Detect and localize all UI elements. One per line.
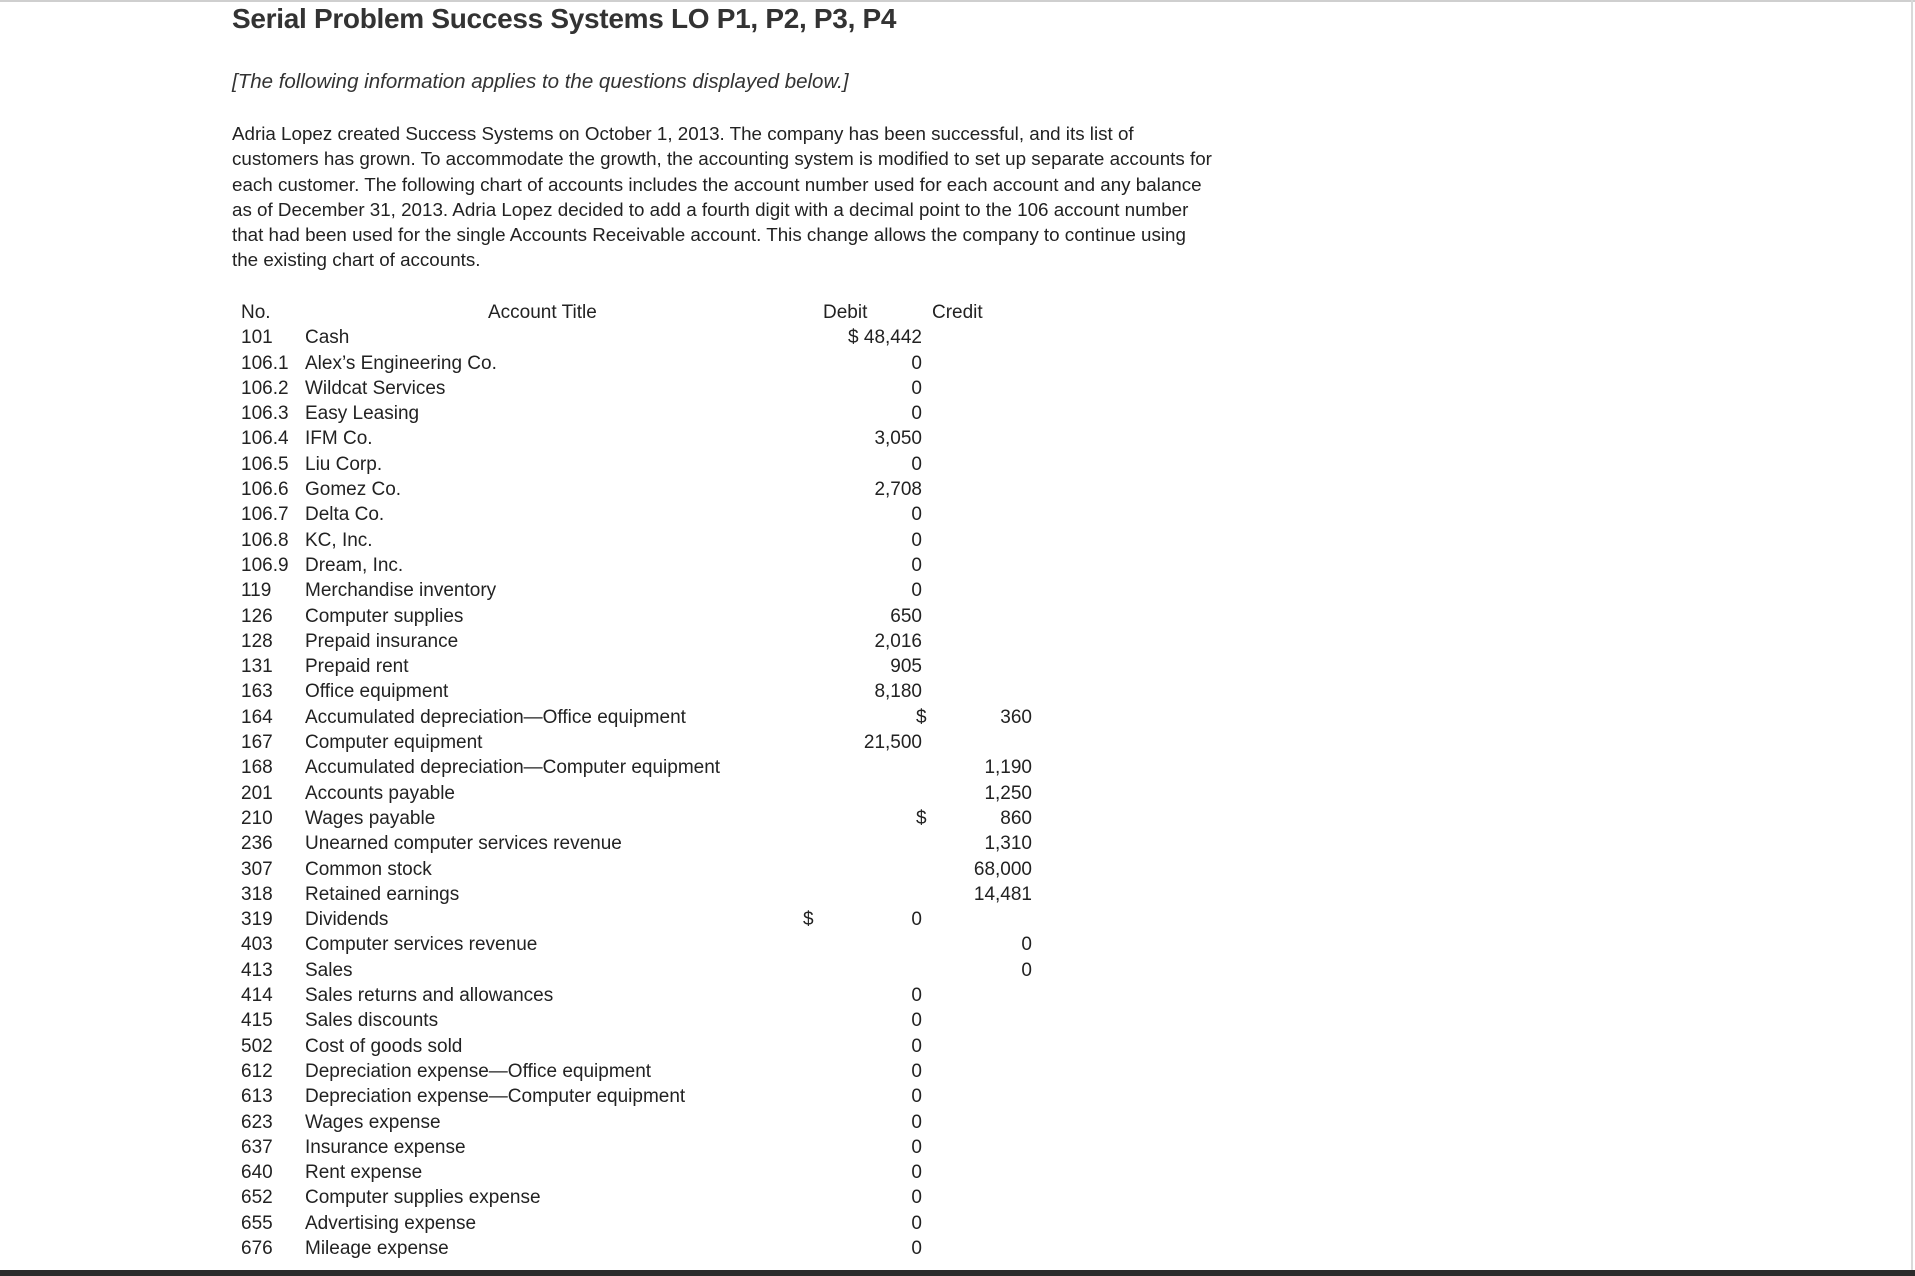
table-row — [232, 857, 1032, 882]
account-number: 106.6 — [241, 479, 289, 501]
table-row — [232, 730, 1032, 755]
debit-amount: 0 — [911, 1237, 922, 1259]
account-title: Advertising expense — [305, 1212, 477, 1234]
table-row — [232, 401, 1032, 426]
bottom-divider — [0, 1270, 1915, 1276]
account-number: 164 — [241, 706, 273, 728]
account-number: 319 — [241, 909, 273, 931]
debit-amount: 0 — [911, 1162, 922, 1184]
credit-amount: 860 — [1000, 807, 1032, 829]
account-title: Sales — [305, 959, 353, 981]
account-number: 415 — [241, 1010, 273, 1032]
account-title: KC, Inc. — [305, 529, 373, 551]
account-title: Wildcat Services — [305, 377, 446, 399]
credit-dollar-sign: $ — [916, 706, 927, 728]
account-number: 163 — [241, 681, 273, 703]
account-title: Prepaid insurance — [305, 630, 459, 652]
table-row — [232, 705, 1032, 730]
account-title: Sales discounts — [305, 1010, 439, 1032]
account-number: 131 — [241, 656, 273, 678]
account-title: Computer services revenue — [305, 934, 538, 956]
account-title: Depreciation expense—Computer equipment — [305, 1086, 686, 1108]
account-title: Alex’s Engineering Co. — [305, 352, 497, 374]
table-row — [232, 604, 1032, 629]
debit-amount: 0 — [911, 554, 922, 576]
account-title: Retained earnings — [305, 883, 460, 905]
account-title: Cost of goods sold — [305, 1035, 463, 1057]
table-row — [232, 1059, 1032, 1084]
table-row — [232, 629, 1032, 654]
table-row — [232, 654, 1032, 679]
account-title: Delta Co. — [305, 504, 385, 526]
debit-amount: 0 — [911, 1035, 922, 1057]
table-body — [232, 325, 1032, 1261]
account-number: 119 — [241, 580, 272, 602]
account-number: 106.7 — [241, 504, 289, 526]
account-number: 201 — [241, 782, 273, 804]
table-row — [232, 477, 1032, 502]
account-number: 106.3 — [241, 403, 289, 425]
account-title: Unearned computer services revenue — [305, 833, 622, 855]
account-title: IFM Co. — [305, 428, 373, 450]
account-number: 623 — [241, 1111, 273, 1133]
table-row — [232, 1110, 1032, 1135]
debit-amount: 3,050 — [874, 428, 922, 450]
account-title: Merchandise inventory — [305, 580, 497, 602]
debit-amount: 0 — [911, 985, 922, 1007]
debit-amount: 2,016 — [874, 630, 922, 652]
table-row — [232, 351, 1032, 376]
intro-note: [The following information applies to the questions displayed below.] — [232, 70, 849, 93]
problem-content — [232, 0, 1232, 273]
credit-dollar-sign: $ — [916, 807, 927, 829]
table-row — [232, 806, 1032, 831]
debit-amount: 650 — [890, 605, 922, 627]
debit-amount: 0 — [911, 1086, 922, 1108]
account-title: Computer equipment — [305, 732, 483, 754]
table-row — [232, 882, 1032, 907]
account-title: Easy Leasing — [305, 403, 420, 425]
right-divider — [1911, 0, 1913, 1276]
table-row — [232, 1008, 1032, 1033]
account-number: 101 — [241, 327, 273, 349]
account-title: Mileage expense — [305, 1237, 449, 1259]
account-number: 414 — [241, 985, 273, 1007]
table-row — [232, 502, 1032, 527]
debit-amount: 0 — [911, 529, 922, 551]
account-number: 318 — [241, 883, 273, 905]
table-row — [232, 376, 1032, 401]
account-title: Accumulated depreciation—Computer equipment — [305, 757, 721, 779]
header-credit: Credit — [932, 302, 983, 323]
account-title: Rent expense — [305, 1162, 423, 1184]
table-row — [232, 578, 1032, 603]
chart-of-accounts-table — [232, 300, 1032, 1261]
account-title: Dividends — [305, 909, 389, 931]
table-row — [232, 553, 1032, 578]
table-row — [232, 452, 1032, 477]
table-row — [232, 781, 1032, 806]
account-number: 236 — [241, 833, 273, 855]
debit-amount: 0 — [911, 1111, 922, 1133]
account-title: Office equipment — [305, 681, 449, 703]
account-title: Depreciation expense—Office equipment — [305, 1060, 652, 1082]
account-title: Wages expense — [305, 1111, 441, 1133]
account-title: Computer supplies expense — [305, 1187, 541, 1209]
debit-amount: 8,180 — [874, 681, 922, 703]
account-title: Common stock — [305, 858, 432, 880]
debit-amount: 0 — [911, 504, 922, 526]
account-title: Liu Corp. — [305, 453, 383, 475]
account-number: 502 — [241, 1035, 273, 1057]
header-account-title: Account Title — [488, 302, 597, 323]
account-number: 676 — [241, 1237, 273, 1259]
account-number: 613 — [241, 1086, 273, 1108]
page-title: Serial Problem Success Systems LO P1, P2, P3, P4 — [232, 3, 897, 34]
account-number: 210 — [241, 807, 273, 829]
table-header-row — [232, 300, 1032, 325]
table-row — [232, 907, 1032, 932]
account-number: 167 — [241, 732, 273, 754]
table-row — [232, 1034, 1032, 1059]
debit-dollar-sign: $ — [803, 909, 814, 931]
table-row — [232, 1211, 1032, 1236]
account-title: Prepaid rent — [305, 656, 409, 678]
debit-amount: 0 — [911, 453, 922, 475]
account-number: 640 — [241, 1162, 273, 1184]
header-debit: Debit — [823, 302, 868, 323]
table-row — [232, 679, 1032, 704]
account-number: 106.8 — [241, 529, 289, 551]
table-row — [232, 983, 1032, 1008]
account-number: 106.5 — [241, 453, 289, 475]
table-row — [232, 755, 1032, 780]
account-title: Computer supplies — [305, 605, 464, 627]
table-row — [232, 528, 1032, 553]
account-number: 652 — [241, 1187, 273, 1209]
account-number: 612 — [241, 1060, 273, 1082]
debit-amount: 0 — [911, 403, 922, 425]
account-number: 126 — [241, 605, 273, 627]
credit-amount: 1,190 — [984, 757, 1032, 779]
debit-amount: 0 — [911, 1212, 922, 1234]
credit-amount: 68,000 — [973, 858, 1032, 880]
debit-amount: 0 — [911, 1136, 922, 1158]
account-number: 128 — [241, 630, 273, 652]
problem-description: Adria Lopez created Success Systems on October 1, 2013. The company has been successful, and its list of customers has grown. To accommodate the growth, the accounting system is modified to set up separate accounts for each customer. The following chart of accounts includes the account number used for each account and any balance as of December 31, 2013. Adria Lopez decided to add a fourth digit with a decimal point to the 106 account number that had been used for the single Accounts Receivable account. This change allows the company to continue using the existing chart of accounts. — [232, 123, 1212, 271]
account-number: 168 — [241, 757, 273, 779]
account-title: Accounts payable — [305, 782, 455, 804]
table-row — [232, 831, 1032, 856]
account-title: Cash — [305, 327, 350, 349]
credit-amount: 360 — [1000, 706, 1032, 728]
account-title: Wages payable — [305, 807, 436, 829]
debit-amount: 2,708 — [874, 479, 922, 501]
table-row — [232, 1236, 1032, 1261]
debit-amount: $ 48,442 — [848, 327, 922, 349]
credit-amount: 0 — [1021, 934, 1032, 956]
account-number: 655 — [241, 1212, 273, 1234]
credit-amount: 1,310 — [984, 833, 1032, 855]
debit-amount: 0 — [911, 1187, 922, 1209]
debit-amount: 0 — [911, 1060, 922, 1082]
account-number: 106.1 — [241, 352, 289, 374]
table-row — [232, 932, 1032, 957]
debit-amount: 0 — [911, 580, 922, 602]
table-row — [232, 958, 1032, 983]
account-title: Sales returns and allowances — [305, 985, 554, 1007]
table-row — [232, 1084, 1032, 1109]
table-row — [232, 426, 1032, 451]
debit-amount: 21,500 — [863, 732, 922, 754]
credit-amount: 0 — [1021, 959, 1032, 981]
debit-amount: 0 — [911, 909, 922, 931]
account-number: 413 — [241, 959, 273, 981]
account-number: 403 — [241, 934, 273, 956]
table-row — [232, 1135, 1032, 1160]
debit-amount: 905 — [890, 656, 922, 678]
table-row — [232, 325, 1032, 350]
account-number: 106.2 — [241, 377, 289, 399]
debit-amount: 0 — [911, 377, 922, 399]
account-number: 307 — [241, 858, 273, 880]
account-title: Dream, Inc. — [305, 554, 404, 576]
table-row — [232, 1160, 1032, 1185]
account-number: 637 — [241, 1136, 273, 1158]
account-number: 106.4 — [241, 428, 289, 450]
account-title: Insurance expense — [305, 1136, 466, 1158]
account-title: Accumulated depreciation—Office equipment — [305, 706, 686, 728]
credit-amount: 1,250 — [984, 782, 1032, 804]
table-row — [232, 1185, 1032, 1210]
header-no: No. — [241, 302, 271, 323]
credit-amount: 14,481 — [973, 883, 1032, 905]
debit-amount: 0 — [911, 352, 922, 374]
account-title: Gomez Co. — [305, 479, 402, 501]
debit-amount: 0 — [911, 1010, 922, 1032]
account-number: 106.9 — [241, 554, 289, 576]
